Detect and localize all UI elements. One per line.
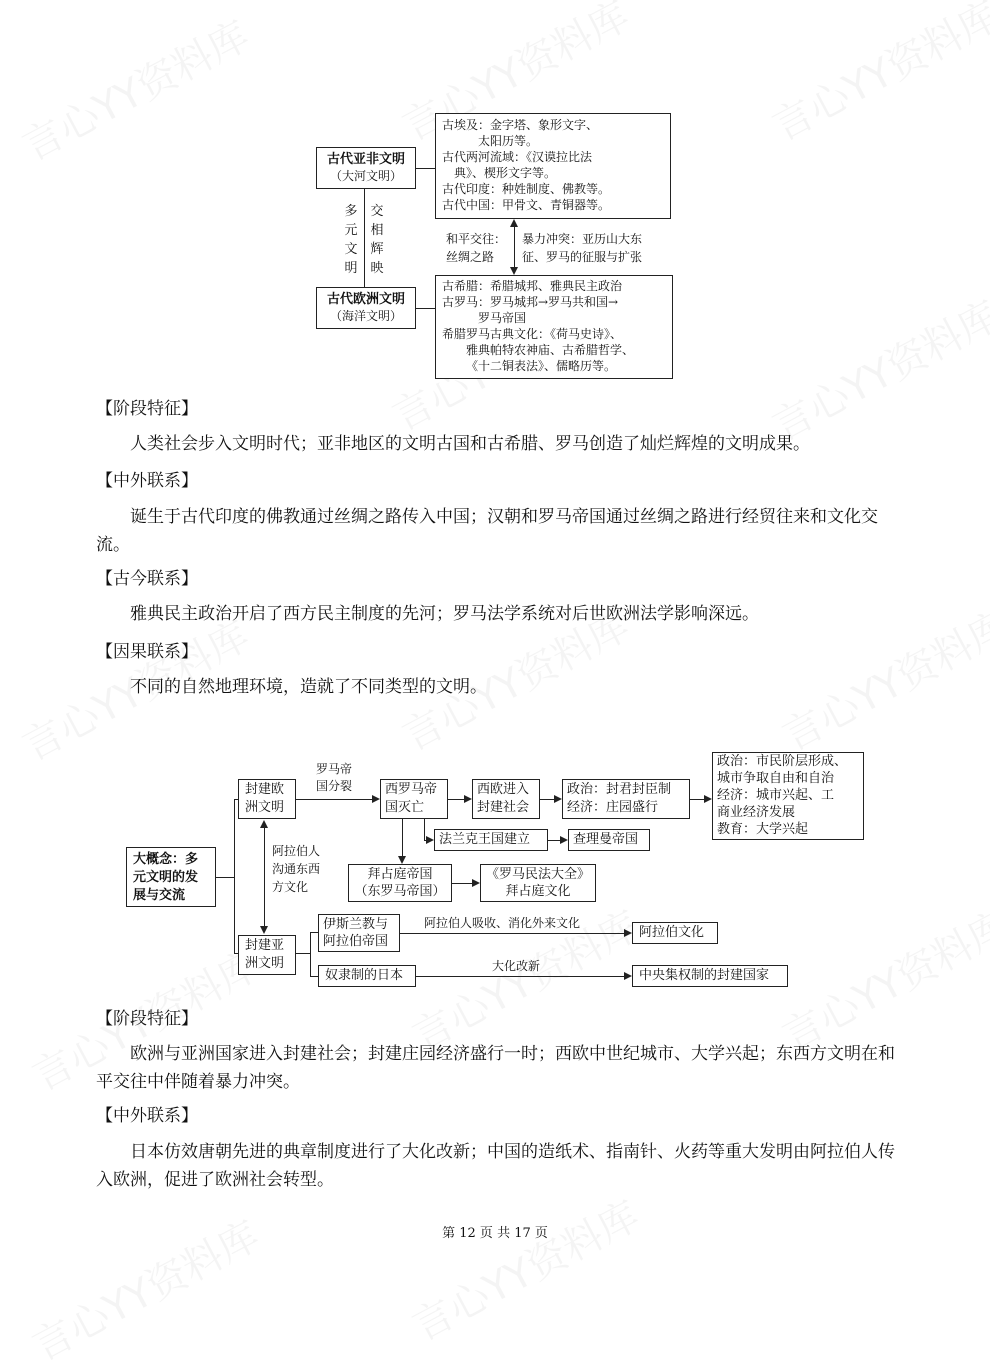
arab-absorb-label: 阿拉伯人吸收、消化外来文化 bbox=[424, 916, 581, 930]
byzantine-line: （东罗马帝国） bbox=[354, 884, 446, 899]
vertical-label-interaction: 交相辉映 bbox=[370, 204, 384, 276]
arab-link-line: 阿拉伯人 bbox=[272, 844, 321, 858]
central-feudal-label: 中央集权制的封建国家 bbox=[639, 968, 770, 983]
roman-law-line: 拜占庭文化 bbox=[505, 884, 571, 899]
asia-line: 古代两河流域：《汉谟拉比法 bbox=[442, 150, 593, 164]
europe-civilization-box bbox=[316, 287, 416, 329]
paragraph-stage-features: 人类社会步入文明时代；亚非地区的文明古国和古希腊、罗马创造了灿烂辉煌的文明成果。 bbox=[130, 434, 810, 454]
europe-connector bbox=[416, 308, 435, 309]
connector bbox=[310, 932, 318, 933]
violent-conflict: 征、罗马的征服与扩张 bbox=[522, 250, 643, 264]
watermark bbox=[11, 5, 258, 172]
rome-split-line: 国分裂 bbox=[316, 779, 353, 793]
asia-details-box bbox=[435, 113, 671, 219]
islam-box bbox=[318, 914, 400, 952]
west-europe-line: 封建社会 bbox=[477, 800, 530, 815]
europe-line: 雅典帕特农神庙、古希腊哲学、 bbox=[466, 343, 635, 357]
byzantine-box bbox=[348, 864, 452, 902]
asia-line: 太阳历等。 bbox=[478, 134, 539, 148]
europe-line: 《十二铜表法》、儒略历等。 bbox=[466, 359, 617, 373]
arab-link-line: 方文化 bbox=[272, 880, 309, 894]
islam-line: 阿拉伯帝国 bbox=[323, 934, 389, 949]
politics-economy-line: 经济：庄园盛行 bbox=[567, 800, 659, 815]
asia-line: 古代印度：种姓制度、佛教等。 bbox=[442, 182, 611, 196]
taika-label: 大化改新 bbox=[492, 959, 541, 973]
big-concept-line: 大概念：多 bbox=[133, 852, 199, 867]
outcome-line: 教育：大学兴起 bbox=[717, 822, 809, 837]
feudal-asia-line: 封建亚 bbox=[245, 938, 285, 953]
middle-arrow-line bbox=[514, 225, 515, 267]
arrow-right-icon bbox=[554, 795, 562, 803]
arrow-right-icon bbox=[464, 795, 472, 803]
arrow-right-icon bbox=[624, 929, 632, 937]
frankish-label: 法兰克王国建立 bbox=[439, 832, 531, 847]
politics-economy-line: 政治：封君封臣制 bbox=[567, 782, 672, 797]
asia-line: 古代中国：甲骨文、青铜器等。 bbox=[442, 198, 611, 212]
arab-culture-box bbox=[632, 922, 718, 944]
japan-slave-label: 奴隶制的日本 bbox=[325, 968, 404, 983]
europe-asia-link bbox=[264, 827, 265, 927]
west-rome-line: 国灭亡 bbox=[385, 800, 425, 815]
medieval-outcomes-box bbox=[712, 752, 864, 840]
big-concept-line: 元文明的发 bbox=[133, 870, 199, 885]
watermark bbox=[761, 285, 990, 452]
asia-civilization-box bbox=[316, 147, 416, 189]
rome-split-line: 罗马帝 bbox=[316, 762, 353, 776]
heading-china-foreign: 【中外联系】 bbox=[96, 471, 198, 491]
byzantine-line: 拜占庭帝国 bbox=[367, 867, 433, 882]
heading-china-foreign-2: 【中外联系】 bbox=[96, 1106, 198, 1126]
vertical-label-diverse: 多元文明 bbox=[344, 204, 358, 276]
arrow-right-icon bbox=[624, 972, 632, 980]
arrow-right-icon bbox=[704, 795, 712, 803]
peaceful-exchange: 丝绸之路 bbox=[446, 250, 495, 264]
europe-line: 古希腊：希腊城邦、雅典民主政治 bbox=[442, 279, 623, 293]
paragraph-china-foreign: 诞生于古代印度的佛教通过丝绸之路传入中国；汉朝和罗马帝国通过丝绸之路进行经贸往来和文化交流。 bbox=[96, 507, 878, 555]
connector bbox=[424, 819, 425, 840]
connector bbox=[540, 799, 554, 800]
charlemagne-label: 查理曼帝国 bbox=[573, 832, 639, 847]
islam-line: 伊斯兰教与 bbox=[323, 917, 389, 932]
big-concept-line: 展与交流 bbox=[133, 888, 186, 903]
watermark bbox=[771, 895, 990, 1062]
asia-connector bbox=[416, 168, 435, 169]
arrow-down-icon bbox=[260, 926, 268, 934]
connector bbox=[400, 933, 624, 934]
outcome-line: 政治：市民阶层形成、 bbox=[717, 754, 848, 769]
feudal-europe-box bbox=[238, 779, 296, 819]
europe-line: 希腊罗马古典文化：《荷马史诗》、 bbox=[442, 327, 623, 341]
roman-law-box bbox=[480, 864, 596, 902]
connector bbox=[310, 976, 318, 977]
outcome-line: 经济：城市兴起、工 bbox=[717, 788, 835, 803]
feudal-asia-line: 洲文明 bbox=[245, 956, 285, 971]
west-europe-box bbox=[472, 779, 540, 819]
connector bbox=[310, 932, 311, 976]
arrow-right-icon bbox=[372, 795, 380, 803]
arab-link-line: 沟通东西 bbox=[272, 862, 321, 876]
feudal-europe-line: 洲文明 bbox=[245, 800, 285, 815]
heading-stage-features-2: 【阶段特征】 bbox=[96, 1009, 198, 1029]
connector bbox=[416, 976, 624, 977]
central-feudal-box bbox=[632, 965, 788, 987]
heading-stage-features: 【阶段特征】 bbox=[96, 399, 198, 419]
politics-economy-box bbox=[562, 779, 690, 819]
outcome-line: 商业经济发展 bbox=[717, 805, 796, 820]
asia-line: 古埃及：金字塔、象形文字、 bbox=[442, 118, 599, 132]
connector bbox=[296, 953, 310, 954]
charlemagne-box bbox=[568, 829, 650, 851]
connector bbox=[296, 799, 372, 800]
arrow-right-icon bbox=[560, 836, 568, 844]
europe-details-box bbox=[435, 275, 673, 379]
connector bbox=[448, 799, 464, 800]
europe-line: 罗马帝国 bbox=[478, 311, 527, 325]
west-europe-line: 西欧进入 bbox=[477, 782, 530, 797]
asia-line: 典》、楔形文字等。 bbox=[454, 166, 557, 180]
paragraph-stage-features-2: 欧洲与亚洲国家进入封建社会；封建庄园经济盛行一时；西欧中世纪城市、大学兴起；东西方文明在和平交往中伴随着暴力冲突。 bbox=[96, 1044, 895, 1092]
paragraph-china-foreign-2: 日本仿效唐朝先进的典章制度进行了大化改新；中国的造纸术、指南针、火药等重大发明由阿拉伯人传入欧洲，促进了欧洲社会转型。 bbox=[96, 1142, 895, 1190]
watermark bbox=[761, 0, 990, 152]
heading-past-present: 【古今联系】 bbox=[96, 569, 198, 589]
arrow-down-icon bbox=[510, 267, 518, 275]
roman-law-line: 《罗马民法大全》 bbox=[485, 867, 590, 882]
outcome-line: 城市争取自由和自治 bbox=[717, 771, 835, 786]
europe-subtitle: （海洋文明） bbox=[329, 309, 402, 323]
page-number: 第 12 页 共 17 页 bbox=[442, 1226, 548, 1241]
europe-title: 古代欧洲文明 bbox=[326, 292, 405, 307]
paragraph-cause-effect: 不同的自然地理环境，造就了不同类型的文明。 bbox=[130, 677, 487, 697]
japan-slave-box bbox=[318, 965, 416, 987]
connector bbox=[216, 877, 234, 878]
violent-conflict: 暴力冲突：亚历山大东 bbox=[522, 232, 643, 246]
watermark bbox=[401, 1185, 648, 1352]
west-rome-box bbox=[380, 779, 448, 819]
arrow-right-icon bbox=[472, 879, 480, 887]
left-connector bbox=[364, 189, 365, 287]
west-rome-line: 西罗马帝 bbox=[385, 782, 438, 797]
big-concept-box bbox=[126, 847, 216, 907]
arrow-down-icon bbox=[398, 856, 406, 864]
connector bbox=[234, 799, 235, 953]
arrow-up-icon bbox=[510, 219, 518, 227]
heading-cause-effect: 【因果联系】 bbox=[96, 642, 198, 662]
feudal-europe-line: 封建欧 bbox=[245, 782, 285, 797]
europe-line: 古罗马：罗马城邦→罗马共和国→ bbox=[442, 295, 619, 309]
arrow-up-icon bbox=[260, 820, 268, 828]
paragraph-past-present: 雅典民主政治开启了西方民主制度的先河；罗马法学系统对后世欧洲法学影响深远。 bbox=[130, 604, 759, 624]
arab-culture-label: 阿拉伯文化 bbox=[639, 925, 705, 940]
frankish-box bbox=[434, 829, 548, 851]
connector bbox=[452, 883, 474, 884]
feudal-asia-box bbox=[238, 935, 296, 975]
peaceful-exchange: 和平交往： bbox=[446, 232, 507, 246]
arrow-right-icon bbox=[426, 836, 434, 844]
asia-title: 古代亚非文明 bbox=[326, 152, 405, 167]
asia-subtitle: （大河文明） bbox=[329, 169, 402, 183]
